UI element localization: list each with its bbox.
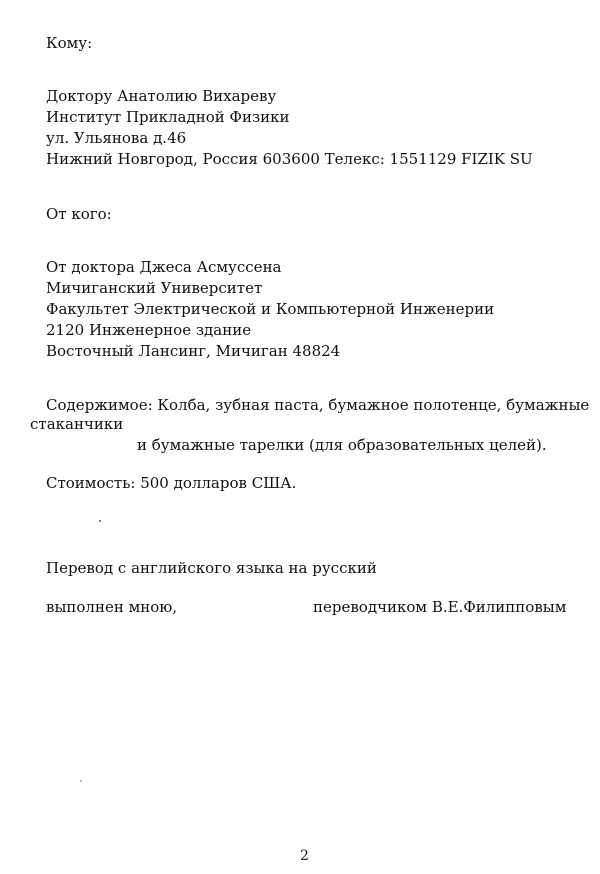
recipient-institute: Институт Прикладной Физики — [46, 108, 290, 126]
contents-line-2: стаканчики — [30, 415, 124, 433]
scan-dot-faint — [80, 780, 82, 782]
page-number: 2 — [300, 848, 309, 864]
cost-line: Стоимость: 500 долларов США. — [46, 474, 297, 492]
sender-university: Мичиганский Университет — [46, 279, 263, 297]
translation-line-2-right: переводчиком В.Е.Филипповым — [313, 598, 567, 616]
recipient-label: Кому: — [46, 34, 93, 52]
contents-line-1: Содержимое: Колба, зубная паста, бумажное полотенце, бумажные — [46, 396, 590, 414]
recipient-street: ул. Ульянова д.46 — [46, 129, 187, 147]
scan-dot — [99, 520, 101, 522]
translation-line-2-left: выполнен мною, — [46, 598, 178, 616]
sender-city: Восточный Лансинг, Мичиган 48824 — [46, 342, 341, 360]
recipient-name: Доктору Анатолию Вихареву — [46, 87, 277, 105]
sender-label: От кого: — [46, 205, 112, 223]
translation-line-1: Перевод с английского языка на русский — [46, 559, 377, 577]
sender-building: 2120 Инженерное здание — [46, 321, 252, 339]
recipient-city: Нижний Новгород, Россия 603600 Телекс: 1551129 FIZIK SU — [46, 150, 533, 168]
sender-name: От доктора Джеса Асмуссена — [46, 258, 282, 276]
sender-faculty: Факультет Электрической и Компьютерной Инженерии — [46, 300, 495, 318]
contents-line-3: и бумажные тарелки (для образовательных целей). — [137, 436, 547, 454]
